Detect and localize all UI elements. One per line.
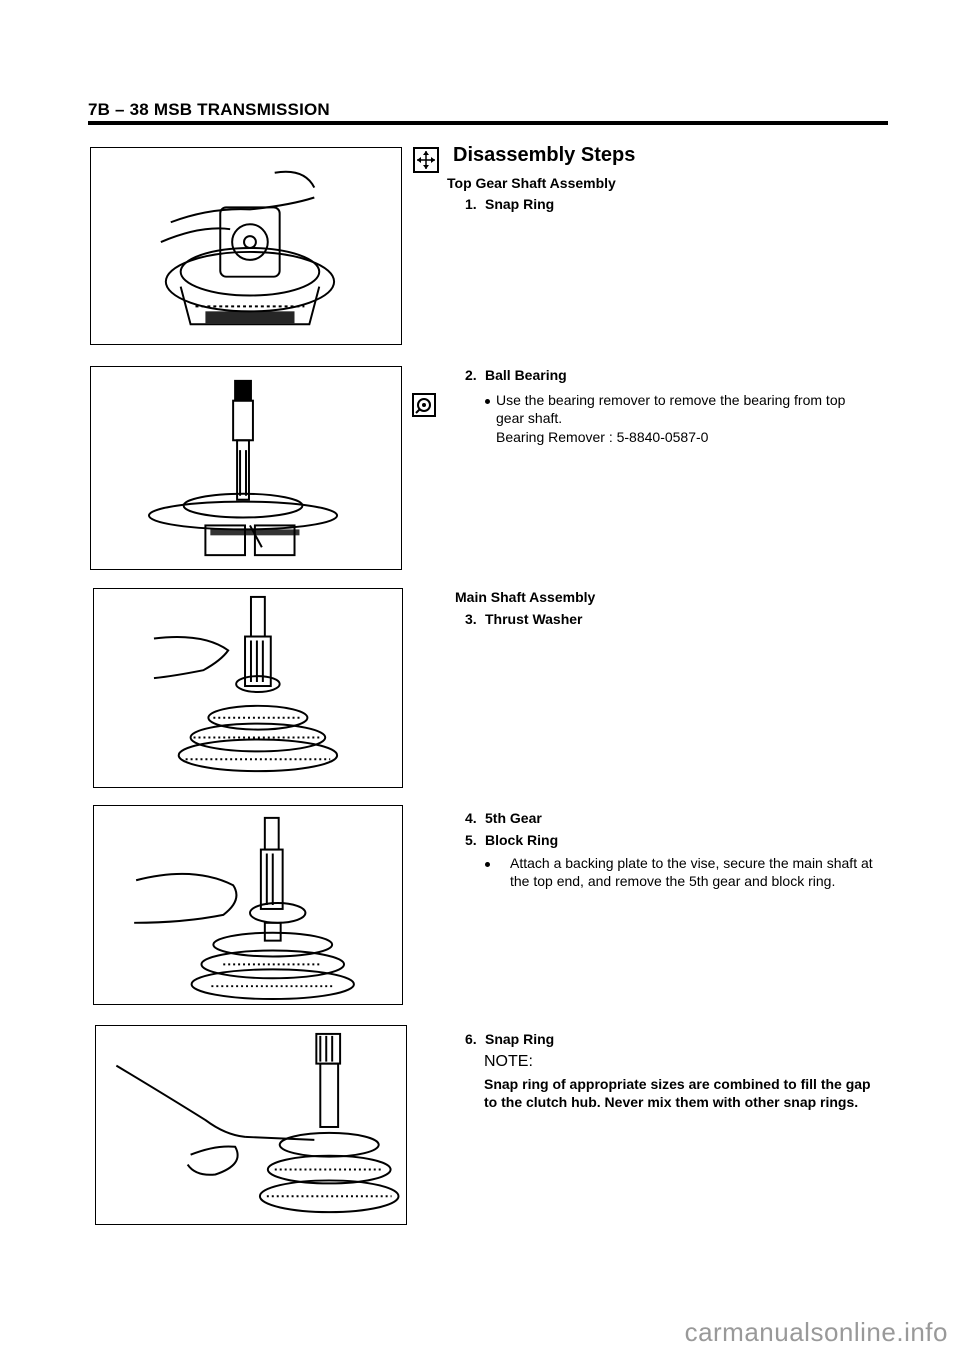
step-4-number: 4. xyxy=(465,810,477,826)
step-5-number: 5. xyxy=(465,832,477,848)
bullet-dot xyxy=(485,862,490,867)
bullet-dot xyxy=(485,399,490,404)
step-1-number: 1. xyxy=(465,196,477,212)
note-text: Snap ring of appropriate sizes are combined to fill the gap to the clutch hub. Never mix them with other snap rings. xyxy=(484,1076,871,1110)
note-label: NOTE: xyxy=(484,1053,533,1070)
snap-ring-illustration xyxy=(91,148,401,344)
group-main-shaft-assembly: Main Shaft Assembly xyxy=(455,589,596,605)
tool-reference: Bearing Remover : 5-8840-0587-0 xyxy=(496,429,709,445)
step-2-number: 2. xyxy=(465,367,477,383)
watermark: carmanualsonline.info xyxy=(684,1317,948,1347)
page-header: 7B – 38 MSB TRANSMISSION xyxy=(88,100,330,119)
disassembly-icon xyxy=(413,147,439,173)
figure-snap-ring-removal xyxy=(90,147,402,345)
figure-thrust-washer xyxy=(93,588,403,788)
bearing-remover-illustration xyxy=(91,367,401,569)
figure-5th-gear-removal xyxy=(93,805,403,1005)
thrust-washer-illustration xyxy=(94,589,402,787)
figure-bearing-remover xyxy=(90,366,402,570)
step-5-label: Block Ring xyxy=(485,832,559,848)
snap-ring-pliers-illustration xyxy=(96,1026,406,1224)
step-2-label: Ball Bearing xyxy=(485,367,567,383)
step-6-label: Snap Ring xyxy=(485,1031,555,1047)
header-rule xyxy=(88,121,888,125)
step-3-number: 3. xyxy=(465,611,477,627)
step-4-label: 5th Gear xyxy=(485,810,542,826)
special-tool-icon xyxy=(412,393,436,417)
figure-snap-ring-pliers xyxy=(95,1025,407,1225)
5th-gear-illustration xyxy=(94,806,402,1004)
step-2-instruction: Use the bearing remover to remove the bearing from top gear shaft. xyxy=(496,392,846,426)
section-subtitle: Top Gear Shaft Assembly xyxy=(447,175,616,191)
step-1-label: Snap Ring xyxy=(485,196,555,212)
step-5-instruction: Attach a backing plate to the vise, secure the main shaft at the top end, and remove the 5th gear and block ring. xyxy=(510,855,873,889)
step-3-label: Thrust Washer xyxy=(485,611,583,627)
section-title: Disassembly Steps xyxy=(453,144,636,166)
step-6-number: 6. xyxy=(465,1031,477,1047)
